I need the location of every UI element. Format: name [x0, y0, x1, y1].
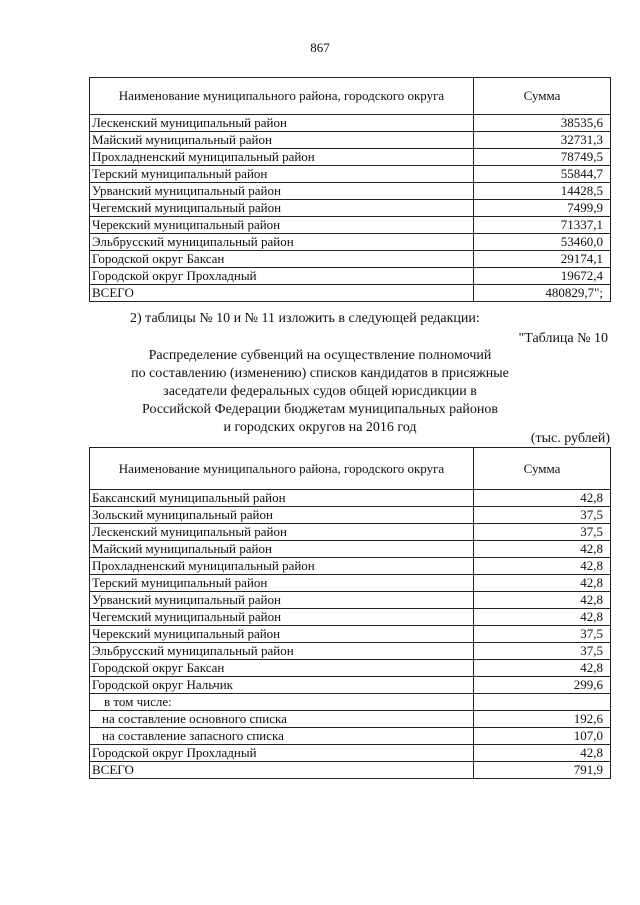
row-name: Лескенский муниципальный район	[90, 115, 474, 132]
row-value	[474, 694, 611, 711]
row-value: 42,8	[474, 541, 611, 558]
row-value: 55844,7	[474, 166, 611, 183]
row-value: 78749,5	[474, 149, 611, 166]
row-value: 42,8	[474, 660, 611, 677]
table-row	[90, 626, 611, 643]
table-title	[0, 347, 640, 437]
row-value: 299,6	[474, 677, 611, 694]
row-name: ВСЕГО	[90, 285, 474, 302]
row-name: Лескенский муниципальный район	[90, 524, 474, 541]
table-row	[90, 217, 611, 234]
table-row	[90, 541, 611, 558]
row-value: 14428,5	[474, 183, 611, 200]
table-row	[90, 609, 611, 626]
title-line: Распределение субвенций на осуществление полномочий	[148, 348, 492, 363]
units-label: (тыс. рублей)	[530, 431, 610, 446]
table-total-row	[90, 762, 611, 779]
row-value: 37,5	[474, 507, 611, 524]
table-row	[90, 575, 611, 592]
row-name: Прохладненский муниципальный район	[90, 558, 474, 575]
row-name: Городской округ Баксан	[90, 660, 474, 677]
table-row	[90, 115, 611, 132]
title-line: и городских округов на 2016 год	[223, 420, 417, 435]
row-name: Эльбрусский муниципальный район	[90, 234, 474, 251]
row-value: 37,5	[474, 626, 611, 643]
row-value: 42,8	[474, 592, 611, 609]
table-row	[90, 524, 611, 541]
row-name: Баксанский муниципальный район	[90, 490, 474, 507]
column-header-sum: Сумма	[474, 78, 611, 115]
row-value: 42,8	[474, 490, 611, 507]
column-header-name: Наименование муниципального района, городского округа	[90, 448, 474, 490]
table-row	[90, 643, 611, 660]
row-value: 42,8	[474, 745, 611, 762]
table-row	[90, 677, 611, 694]
row-value: 71337,1	[474, 217, 611, 234]
row-name: Черекский муниципальный район	[90, 626, 474, 643]
row-value: 107,0	[474, 728, 611, 745]
row-value: 480829,7";	[474, 285, 611, 302]
row-name: Терский муниципальный район	[90, 166, 474, 183]
subsidy-table-10	[89, 447, 611, 779]
page-number: 867	[310, 40, 330, 55]
row-name: Городской округ Нальчик	[90, 677, 474, 694]
row-value: 29174,1	[474, 251, 611, 268]
table-header-row	[90, 78, 611, 115]
amendment-text: 2) таблицы № 10 и № 11 изложить в следующей редакции:	[130, 311, 480, 326]
table-total-row	[90, 285, 611, 302]
row-name: в том числе:	[90, 694, 474, 711]
table-header-row	[90, 448, 611, 490]
table-row	[90, 234, 611, 251]
row-name: Урванский муниципальный район	[90, 592, 474, 609]
table-row	[90, 728, 611, 745]
title-line: заседатели федеральных судов общей юрисдикции в	[163, 384, 477, 399]
row-value: 791,9	[474, 762, 611, 779]
table-row	[90, 711, 611, 728]
row-value: 7499,9	[474, 200, 611, 217]
row-name: Терский муниципальный район	[90, 575, 474, 592]
table-row	[90, 200, 611, 217]
row-value: 19672,4	[474, 268, 611, 285]
row-name: Черекский муниципальный район	[90, 217, 474, 234]
row-name: Эльбрусский муниципальный район	[90, 643, 474, 660]
row-value: 37,5	[474, 524, 611, 541]
row-value: 38535,6	[474, 115, 611, 132]
row-name: Зольский муниципальный район	[90, 507, 474, 524]
table-row	[90, 745, 611, 762]
table-row	[90, 558, 611, 575]
row-name: ВСЕГО	[90, 762, 474, 779]
column-header-name: Наименование муниципального района, городского округа	[90, 78, 474, 115]
row-value: 42,8	[474, 609, 611, 626]
table-row	[90, 132, 611, 149]
table-row	[90, 166, 611, 183]
row-value: 53460,0	[474, 234, 611, 251]
table-row	[90, 660, 611, 677]
column-header-sum: Сумма	[474, 448, 611, 490]
table-subheader-row	[90, 694, 611, 711]
row-value: 42,8	[474, 558, 611, 575]
table-row	[90, 592, 611, 609]
row-name: Урванский муниципальный район	[90, 183, 474, 200]
table-row	[90, 507, 611, 524]
row-name: Прохладненский муниципальный район	[90, 149, 474, 166]
row-name: Майский муниципальный район	[90, 541, 474, 558]
row-value: 32731,3	[474, 132, 611, 149]
table-number-label: "Таблица № 10	[518, 331, 608, 346]
table-row	[90, 251, 611, 268]
table-row	[90, 490, 611, 507]
table-row	[90, 183, 611, 200]
row-name: Городской округ Прохладный	[90, 745, 474, 762]
row-name: Чегемский муниципальный район	[90, 609, 474, 626]
table-row	[90, 149, 611, 166]
row-value: 192,6	[474, 711, 611, 728]
row-name: Майский муниципальный район	[90, 132, 474, 149]
row-name: на составление запасного списка	[90, 728, 474, 745]
row-value: 37,5	[474, 643, 611, 660]
row-name: на составление основного списка	[90, 711, 474, 728]
title-line: по составлению (изменению) списков кандидатов в присяжные	[131, 366, 509, 381]
title-line: Российской Федерации бюджетам муниципальных районов	[142, 402, 498, 417]
table-row	[90, 268, 611, 285]
row-name: Городской округ Баксан	[90, 251, 474, 268]
subsidy-table-continued	[89, 77, 611, 302]
row-value: 42,8	[474, 575, 611, 592]
row-name: Чегемский муниципальный район	[90, 200, 474, 217]
row-name: Городской округ Прохладный	[90, 268, 474, 285]
